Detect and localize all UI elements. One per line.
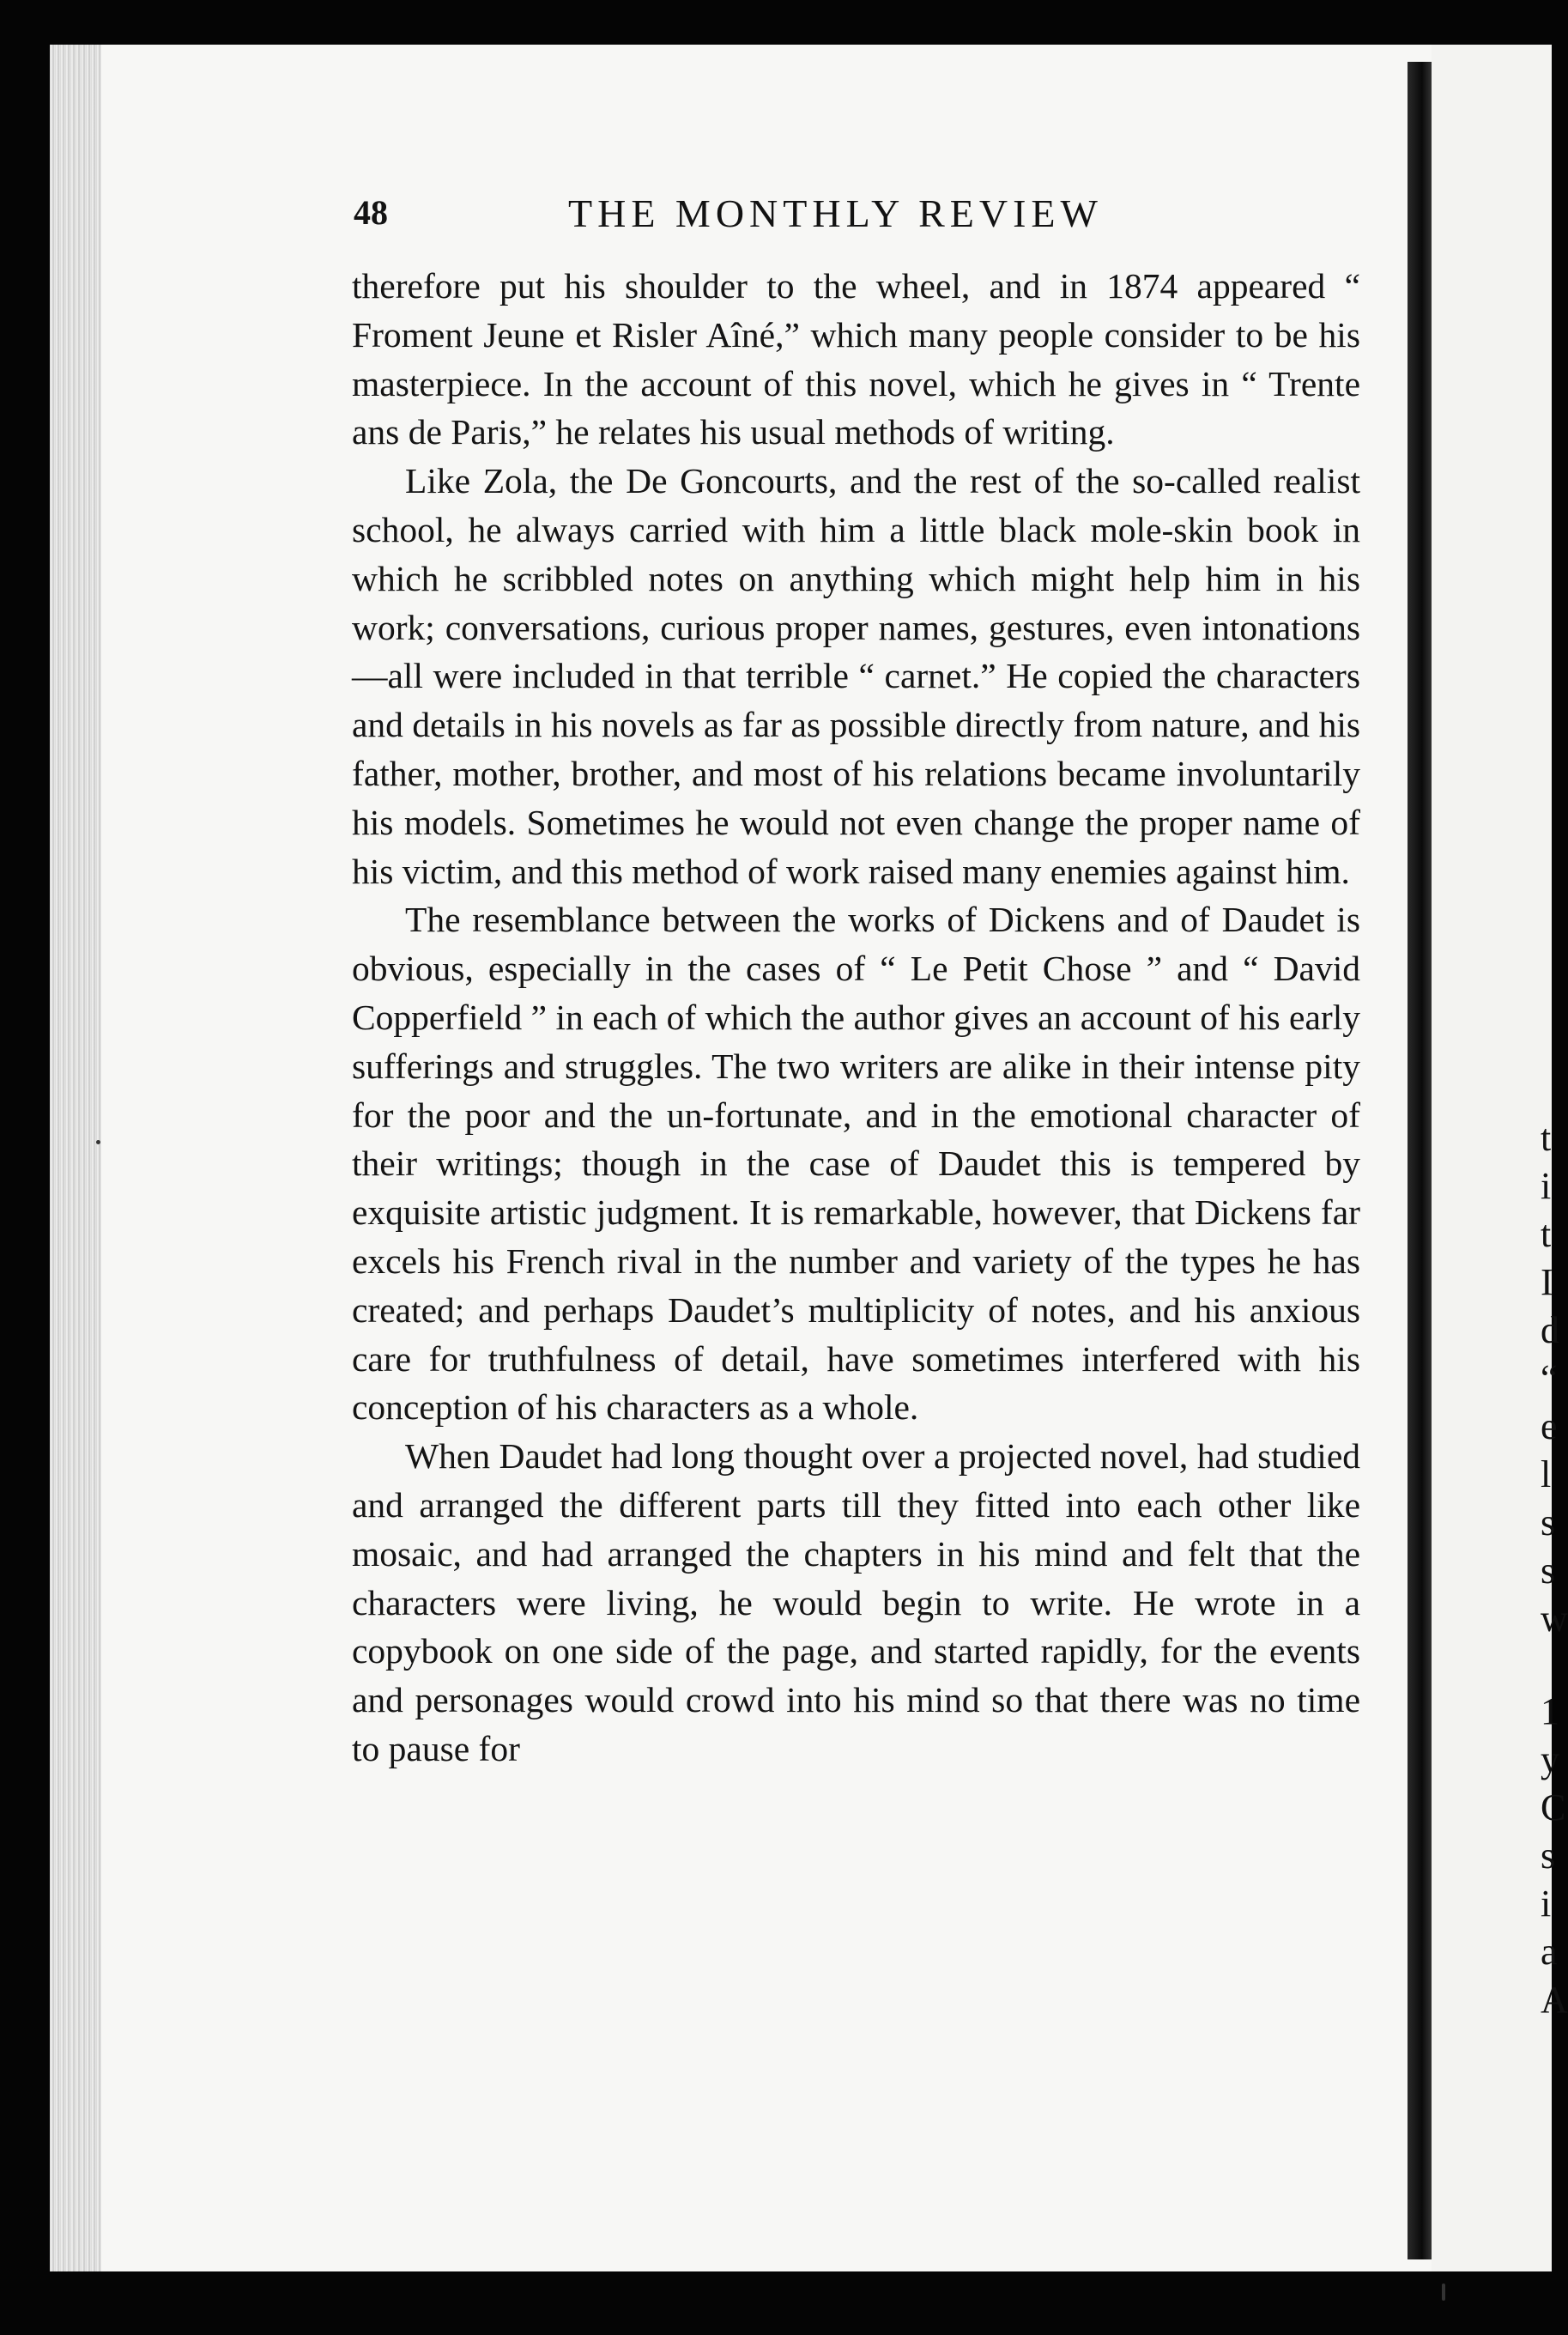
margin-letter: w [1541,1598,1568,1640]
margin-letter: s [1541,1550,1556,1592]
margin-letter: s [1541,1835,1556,1877]
book-gutter [1408,62,1432,2259]
margin-letter: i [1541,1165,1552,1207]
margin-letter: “ [1541,1357,1558,1399]
margin-letter: t [1541,1117,1552,1159]
margin-letter: t [1541,1213,1552,1255]
paragraph: Like Zola, the De Goncourts, and the rest of the so-called realist school, he always carried with him a little black mole-skin book in which he scribbled notes on anything which might help him in his work; conversations, curious proper names, gestures, even intonations—all were included in that terrible “ carnet.” He copied the characters and details in his novels as far as possible directly from nature, and his father, mother, brother, and most of his relations became involuntarily his models. Sometimes he would not even change the proper name of his victim, and this method of work raised many enemies against him. [352,461,1360,891]
dust-speck [96,1140,100,1144]
running-head: THE MONTHLY REVIEW [568,191,1103,235]
body-text [352,262,1360,1774]
margin-letter: I [1541,1261,1553,1303]
paragraph: The resemblance between the works of Dickens and of Daudet is obvious, especially in the cases of “ Le Petit Chose ” and “ David Copperfield ” in each of which the author gives an account of his early sufferings and struggles. The two writers are alike in their intense pity for the poor and the un-fortunate, and in the emotional character of their writings; though in the case of Daudet this is tempered by exquisite artistic judgment. It is remarkable, however, that Dickens far excels his French rival in the number and variety of the types he has created; and perhaps Daudet’s multiplicity of notes, and his anxious care for truthfulness of detail, have sometimes interfered with his conception of his characters as a whole. [352,900,1360,1428]
margin-letter: A [1541,1979,1568,2021]
paragraph: therefore put his shoulder to the wheel, and in 1874 appeared “ Froment Jeune et Risler Aîné,” which many people consider to be his masterpiece. In the account of this novel, which he gives in “ Trente ans de Paris,” he relates his usual methods of writing. [352,266,1360,452]
dust-speck [1442,2283,1445,2301]
margin-letter: a [1541,1931,1558,1973]
margin-letter: s [1541,1501,1556,1544]
margin-letter: d [1541,1309,1559,1351]
page-edges [50,45,101,2271]
margin-letter: l [1541,1453,1552,1495]
page-header [354,192,1152,244]
margin-letter: e [1541,1405,1558,1447]
page-number: 48 [354,193,388,232]
margin-letter: i [1541,1883,1552,1925]
margin-letter: 1 [1541,1690,1559,1732]
facing-page-edge [1432,45,1552,2271]
margin-letter: y [1541,1738,1559,1780]
paragraph: When Daudet had long thought over a projected novel, had studied and arranged the different parts till they fitted into each other like mosaic, and had arranged the chapters in his mind and felt that the characters were living, he would begin to write. He wrote in a copybook on one side of the page, and started rapidly, for the events and personages would crowd into his mind so that there was no time to pause for [352,1436,1360,1768]
margin-letter: C [1541,1786,1566,1829]
